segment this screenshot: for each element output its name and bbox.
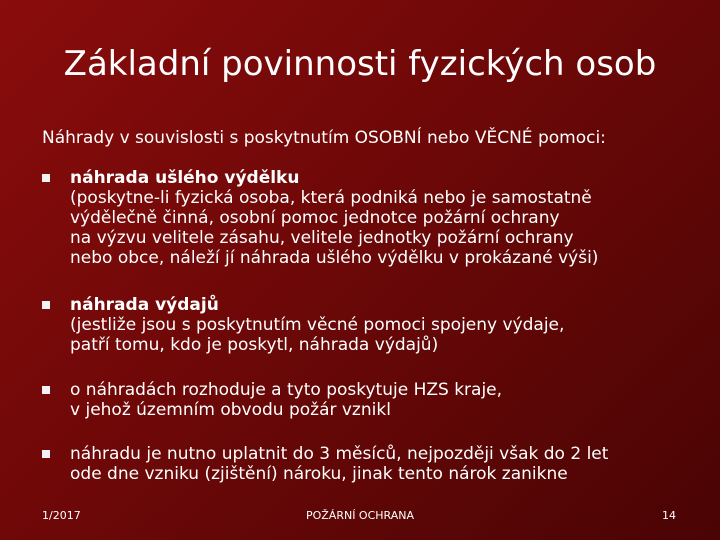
bullet-body: (jestliže jsou s poskytnutím věcné pomoci spojeny výdaje, patří tomu, kdo je poskytl, náhrada výdajů) — [70, 315, 565, 355]
footer-title: POŽÁRNÍ OCHRANA — [305, 509, 415, 522]
page-number: 14 — [662, 509, 676, 522]
bullet-heading: náhrada výdajů — [70, 295, 219, 315]
square-bullet-icon — [42, 450, 50, 458]
bullet-body: náhradu je nutno uplatnit do 3 měsíců, nejpozději však do 2 let ode dne vzniku (zjištění) nároku, jinak tento nárok zanikne — [70, 444, 609, 484]
bullet-item-hzs-decision — [42, 380, 692, 420]
slide-title: Základní povinnosti fyzických osob — [63, 44, 657, 84]
square-bullet-icon — [42, 174, 50, 182]
bullet-item-expenses — [42, 295, 692, 355]
footer-date: 1/2017 — [42, 509, 81, 522]
bullet-item-lost-earnings — [42, 168, 692, 268]
bullet-item-claim-deadline — [42, 444, 692, 484]
bullet-body: o náhradách rozhoduje a tyto poskytuje HZS kraje, v jehož územním obvodu požár vznikl — [70, 380, 503, 420]
intro-text: Náhrady v souvislosti s poskytnutím OSOBNÍ nebo VĚCNÉ pomoci: — [42, 128, 606, 148]
bullet-body: (poskytne-li fyzická osoba, která podniká nebo je samostatně výdělečně činná, osobní pomoc jednotce požární ochrany na výzvu velitele zásahu, velitele jednotky požární ochrany nebo obce, náleží jí náhrada ušlého výdělku v prokázané výši) — [70, 188, 599, 268]
square-bullet-icon — [42, 386, 50, 394]
square-bullet-icon — [42, 301, 50, 309]
bullet-heading: náhrada ušlého výdělku — [70, 168, 300, 188]
bullet-list — [42, 168, 692, 484]
